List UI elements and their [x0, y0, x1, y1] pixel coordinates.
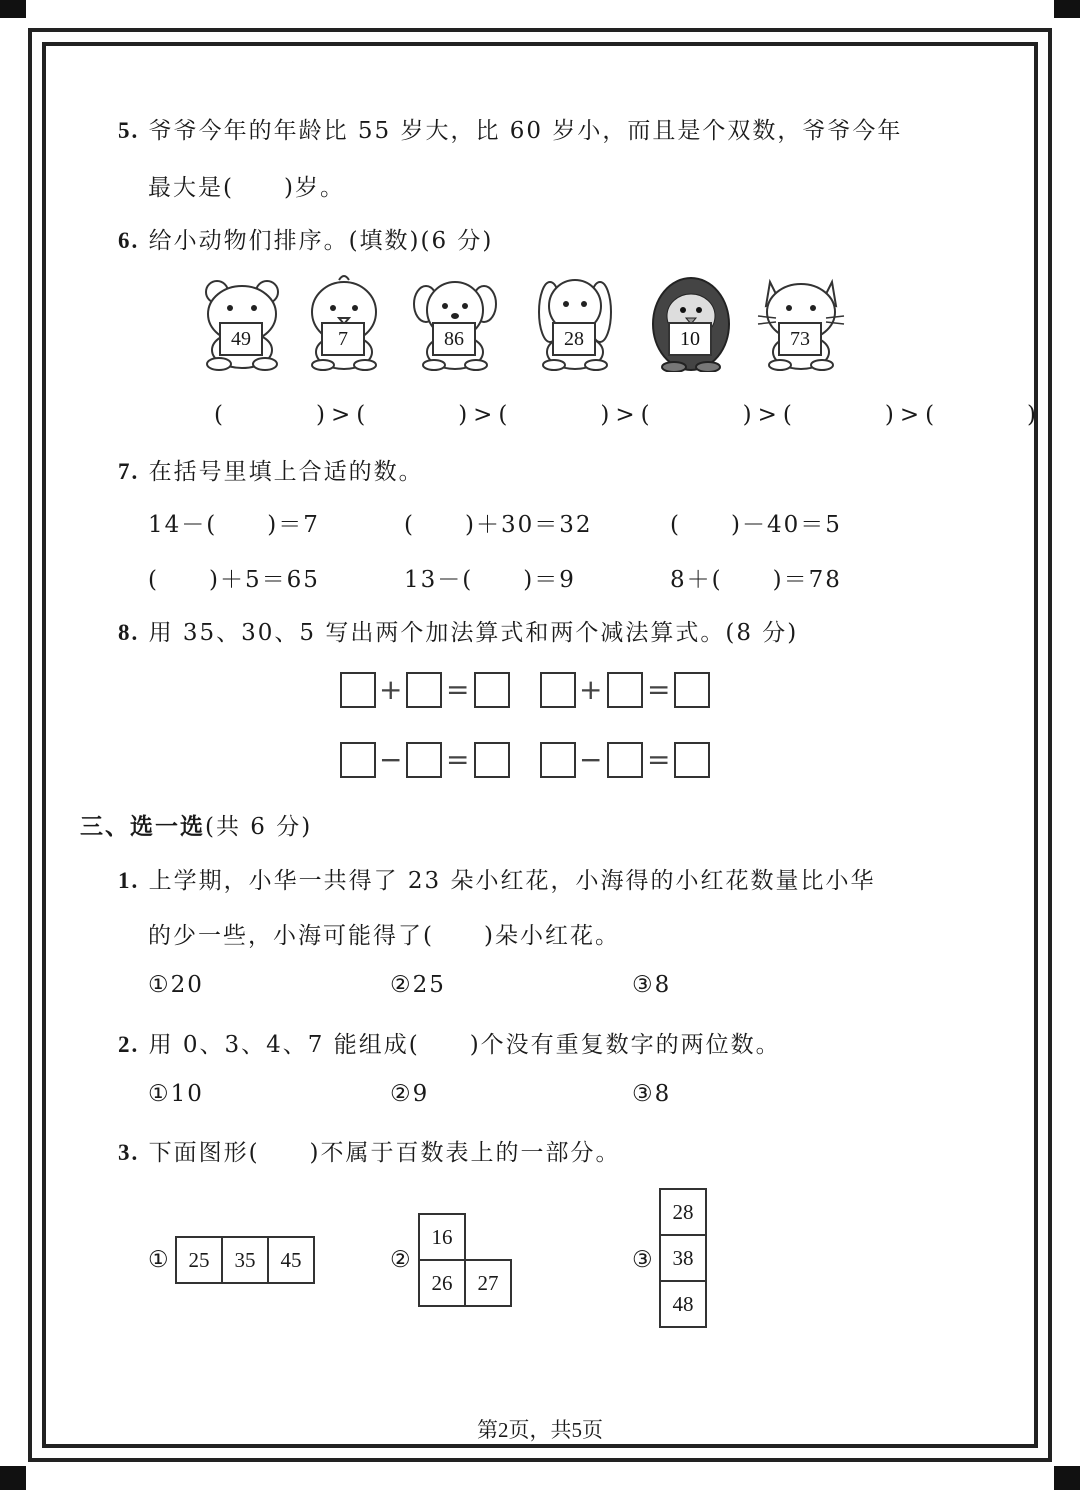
grid-cell: 38 — [660, 1235, 706, 1281]
section-3-heading — [80, 808, 312, 841]
page-footer: 第2页，共5页 — [477, 1418, 603, 1442]
s2-line — [118, 1026, 781, 1059]
rabbit-icon — [530, 272, 620, 372]
s2-option-2[interactable]: ②9 — [390, 1081, 430, 1107]
s3-fig2-label[interactable]: ② — [390, 1247, 413, 1273]
grid-cell: 27 — [465, 1260, 511, 1306]
answer-box[interactable] — [674, 672, 710, 708]
s3-figure-2-top — [418, 1213, 466, 1261]
answer-box[interactable] — [540, 742, 576, 778]
q5-line1 — [118, 112, 902, 145]
s3-figure-2-bottom — [418, 1259, 512, 1307]
answer-box[interactable] — [474, 672, 510, 708]
s1-option-2[interactable]: ②25 — [390, 972, 446, 998]
q7-text: 在括号里填上合适的数。 — [148, 459, 424, 485]
minus-sign: − — [579, 743, 603, 776]
answer-box[interactable] — [406, 742, 442, 778]
grid-cell: 16 — [419, 1214, 465, 1260]
s2-option-3[interactable]: ③8 — [632, 1081, 672, 1107]
q7-line — [118, 453, 424, 486]
equals-sign: = — [647, 743, 671, 776]
s3-fig3-label[interactable]: ③ — [632, 1247, 655, 1273]
q7-number: 7. — [118, 459, 140, 484]
s3-figure-1 — [175, 1236, 315, 1284]
minus-sign: − — [379, 743, 403, 776]
answer-box[interactable] — [607, 742, 643, 778]
grid-cell: 48 — [660, 1281, 706, 1327]
cat-sign: 73 — [778, 322, 822, 356]
q6-line — [118, 222, 493, 255]
answer-box[interactable] — [674, 742, 710, 778]
q5-number: 5. — [118, 118, 140, 143]
puppy-sign: 86 — [432, 322, 476, 356]
corner-mark-tr — [1054, 0, 1080, 18]
bear-icon — [197, 272, 287, 372]
q7-eq-5: 13－( )＝9 — [404, 567, 576, 593]
q7-eq-1: 14－( )＝7 — [148, 512, 320, 538]
s1-text: 上学期，小华一共得了 23 朵小红花，小海得的小红花数量比小华 — [148, 868, 876, 894]
grid-cell: 35 — [222, 1237, 268, 1283]
answer-box[interactable] — [340, 672, 376, 708]
q5-line2: 最大是( )岁。 — [148, 175, 345, 201]
s3-line — [118, 1134, 621, 1167]
s2-number: 2. — [118, 1032, 140, 1057]
s2-option-1[interactable]: ①10 — [148, 1081, 204, 1107]
q7-eq-3: ( )－40＝5 — [670, 512, 842, 538]
q8-text: 用 35、30、5 写出两个加法算式和两个减法算式。(8 分) — [148, 620, 799, 646]
answer-box[interactable] — [406, 672, 442, 708]
s1-line2: 的少一些，小海可能得了( )朵小红花。 — [148, 923, 620, 949]
s1-line1 — [118, 862, 875, 895]
q7-eq-6: 8＋( )＝78 — [670, 567, 842, 593]
q8-line — [118, 614, 798, 647]
rabbit-sign: 28 — [552, 322, 596, 356]
s3-fig1-label[interactable]: ① — [148, 1247, 171, 1273]
s3-number: 3. — [118, 1140, 140, 1165]
s1-option-1[interactable]: ①20 — [148, 972, 204, 998]
q7-eq-2: ( )＋30＝32 — [404, 512, 593, 538]
s1-number: 1. — [118, 868, 140, 893]
q6-order-line: ( )>( )>( )>( )>( )>( ) — [214, 402, 1043, 428]
s3-text: 下面图形( )不属于百数表上的一部分。 — [148, 1140, 621, 1166]
answer-box[interactable] — [340, 742, 376, 778]
answer-box[interactable] — [540, 672, 576, 708]
q6-text: 给小动物们排序。(填数)(6 分) — [148, 228, 494, 254]
plus-sign: + — [579, 673, 603, 706]
plus-sign: + — [379, 673, 403, 706]
puppy-icon — [410, 272, 500, 372]
grid-cell: 25 — [176, 1237, 222, 1283]
equals-sign: = — [647, 673, 671, 706]
chick-icon — [299, 272, 389, 372]
penguin-icon — [646, 272, 736, 372]
q5-text: 爷爷今年的年龄比 55 岁大，比 60 岁小，而且是个双数，爷爷今年 — [148, 118, 903, 144]
corner-mark-bl — [0, 1466, 26, 1490]
s2-text: 用 0、3、4、7 能组成( )个没有重复数字的两位数。 — [148, 1032, 781, 1058]
corner-mark-tl — [0, 0, 26, 18]
bear-sign: 49 — [219, 322, 263, 356]
answer-box[interactable] — [607, 672, 643, 708]
q6-number: 6. — [118, 228, 140, 253]
q8-number: 8. — [118, 620, 140, 645]
grid-cell: 45 — [268, 1237, 314, 1283]
grid-cell: 26 — [419, 1260, 465, 1306]
s3-figure-3 — [659, 1188, 707, 1328]
answer-box[interactable] — [474, 742, 510, 778]
equals-sign: = — [446, 673, 470, 706]
cat-icon — [756, 272, 846, 372]
grid-cell: 28 — [660, 1189, 706, 1235]
section-3-title: 三、选一选 — [80, 813, 205, 840]
chick-sign: 7 — [321, 322, 365, 356]
corner-mark-br — [1054, 1466, 1080, 1490]
equals-sign: = — [446, 743, 470, 776]
penguin-sign: 10 — [668, 322, 712, 356]
section-3-score: (共 6 分) — [205, 814, 313, 840]
s1-option-3[interactable]: ③8 — [632, 972, 672, 998]
q7-eq-4: ( )＋5＝65 — [148, 567, 320, 593]
